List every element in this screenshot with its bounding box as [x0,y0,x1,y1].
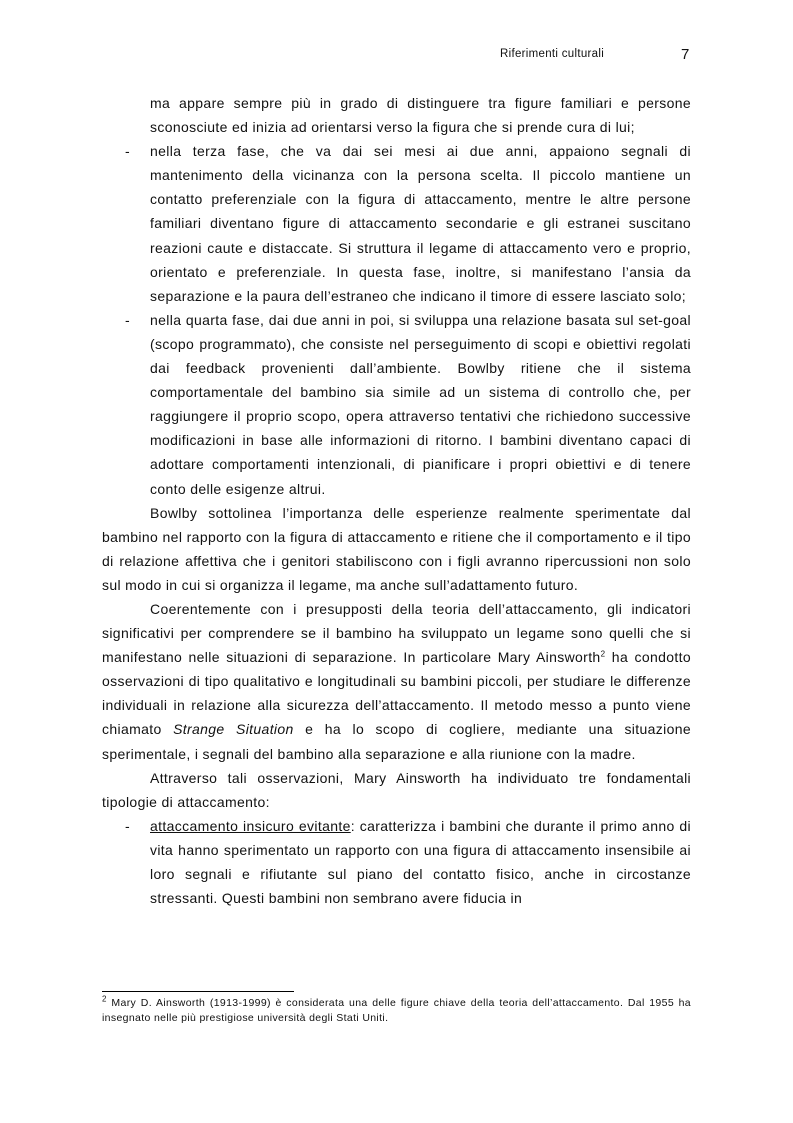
emphasis-strange-situation: Strange Situation [173,721,294,738]
body-text [102,91,691,910]
running-header: Riferimenti culturali [500,48,605,60]
list-item-text: nella quarta fase, dai due anni in poi, si sviluppa una relazione basata sul set-goal (scopo programmato), che consiste nel perseguimento di scopi e obiettivi regolati dai feedback provenienti dall’ambiente. Bowlby ritiene che il sistema comportamentale del bambino sia simile ad un sistema di controllo che, per raggiungere il proprio scopo, opera attraverso tentativi che richiedono successive modificazioni in base alle informazioni di ritorno. I bambini diventano capaci di adottare comportamenti intenzionali, di pianificare i propri obiettivi e di tenere conto delle esigenze altrui. [150,311,691,497]
footnote-separator [102,991,294,992]
list-item-text: nella terza fase, che va dai sei mesi ai due anni, appaiono segnali di mantenimento della vicinanza con la persona scelta. Il piccolo mantiene un contatto preferenziale con la figura di attaccamento, mentre le altre persone familiari diventano figure di attaccamento secondarie e gli estranei suscitano reazioni caute e distaccate. Si struttura il legame di attaccamento vero e proprio, orientato e preferenziale. In questa fase, inoltre, si manifestano l’ansia da separazione e la paura dell’estraneo che indicano il timore di essere lasciato solo; [150,143,691,304]
footnote [102,996,691,1026]
footnote-text: Mary D. Ainsworth (1913-1999) è considerata una delle figure chiave della teoria dell’attaccamento. Dal 1955 ha insegnato nelle più prestigiose università degli Stati Uniti. [102,997,691,1024]
page-number: 7 [681,46,690,63]
list-item-continuation: ma appare sempre più in grado di distinguere tra figure familiari e persone sconosciute ed inizia ad orientarsi verso la figura che si prende cura di lui; [150,95,691,136]
list-item-avoidant [102,814,691,910]
paragraph-text: ha condotto osservazioni di tipo qualitativo e longitudinali su bambini piccoli, per studiare le differenze individuali in relazione alla sicurezza dell’attaccamento. Il metodo messo a punto viene chiamato [102,649,692,738]
list-item-fourth-phase [102,308,691,501]
footnote-reference: 2 [600,649,606,659]
paragraph-text: e ha lo scopo di cogliere, mediante una situazione sperimentale, i segnali del bambino alla separazione e alla riunione con la madre. [102,721,691,762]
footnote-marker: 2 [102,994,107,1004]
paragraph-ainsworth [102,597,691,766]
paragraph-text: Coerentemente con i presupposti della teoria dell’attaccamento, gli indicatori significativi per comprendere se il bambino ha sviluppato un legame sono quelli che si manifestano nelle situazioni di separazione. In particolare Mary Ainsworth [102,600,691,666]
list-item-third-phase [102,139,691,308]
term-avoidant-attachment: attaccamento insicuro evitante [150,817,351,834]
list-dash: - [125,143,131,160]
list-dash: - [125,311,131,328]
paragraph-bowlby: Bowlby sottolinea l’importanza delle esperienze realmente sperimentate dal bambino nel rapporto con la figura di attaccamento e ritiene che il comportamento e il tipo di relazione affettiva che i genitori stabiliscono con i figli avranno ripercussioni non solo sul modo in cui si organizza il legame, ma anche sull’adattamento futuro. [102,504,691,593]
list-dash: - [125,817,131,834]
list-item-text: : caratterizza i bambini che durante il primo anno di vita hanno sperimentato un rapporto con una figura di attaccamento insensibile ai loro segnali e rifiutante sul piano del contatto fisico, anche in circostanze stressanti. Questi bambini non sembrano avere fiducia in [150,817,691,907]
paragraph-typologies: Attraverso tali osservazioni, Mary Ainsworth ha individuato tre fondamentali tipologie di attaccamento: [102,769,691,810]
